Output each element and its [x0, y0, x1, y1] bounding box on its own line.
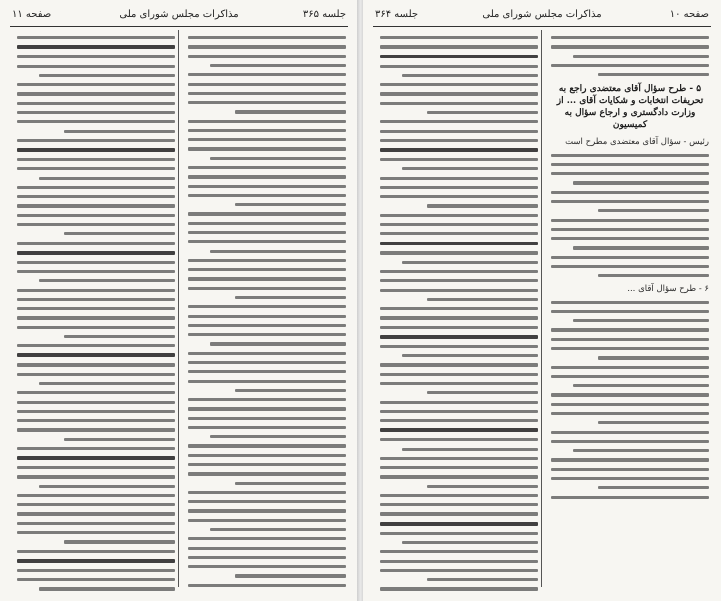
- text-line: [380, 466, 538, 469]
- text-line: [380, 186, 538, 189]
- right-header-title: مذاکرات مجلس شورای ملی: [482, 9, 602, 20]
- text-line: [235, 482, 346, 485]
- text-line: [17, 158, 175, 161]
- text-line: [188, 305, 346, 308]
- text-line: [17, 251, 175, 255]
- text-line: [551, 393, 709, 396]
- text-line: [17, 45, 175, 49]
- text-line: [380, 83, 538, 86]
- text-line: [551, 45, 709, 48]
- text-line: [188, 259, 346, 262]
- text-line: [188, 380, 346, 383]
- text-line: [188, 287, 346, 290]
- text-line: [402, 167, 538, 170]
- text-line: [380, 587, 538, 590]
- text-line: [188, 185, 346, 188]
- text-line: [17, 503, 175, 506]
- text-line: [188, 231, 346, 234]
- text-line: [188, 565, 346, 568]
- text-line: [64, 335, 175, 338]
- text-line: [188, 444, 346, 447]
- text-line: [17, 83, 175, 86]
- text-line: [17, 559, 175, 563]
- text-line: [402, 74, 538, 77]
- text-line: [188, 240, 346, 243]
- text-line: [17, 419, 175, 422]
- text-line: [598, 274, 709, 277]
- text-line: [17, 344, 175, 347]
- right-page-right-column: [551, 30, 709, 591]
- text-line: [551, 412, 709, 415]
- text-line: [188, 120, 346, 123]
- text-line: [551, 191, 709, 194]
- text-line: [551, 36, 709, 39]
- text-line: [551, 219, 709, 222]
- text-line: [39, 279, 175, 282]
- text-line: [235, 574, 346, 577]
- text-line: [17, 65, 175, 68]
- text-line: [380, 120, 538, 123]
- text-line: [188, 166, 346, 169]
- text-line: [188, 73, 346, 76]
- text-line: [380, 457, 538, 460]
- text-line: [17, 242, 175, 245]
- text-line: [380, 512, 538, 515]
- text-line: [17, 307, 175, 310]
- text-line: [17, 167, 175, 170]
- text-line: [380, 335, 538, 339]
- text-line: [17, 550, 175, 553]
- text-line: [188, 509, 346, 512]
- text-line: [427, 485, 538, 488]
- text-line: [573, 246, 709, 249]
- text-line: [188, 407, 346, 410]
- text-line: [17, 569, 175, 572]
- text-line: [188, 92, 346, 95]
- text-line: [380, 522, 538, 526]
- text-line: [551, 172, 709, 175]
- text-line: [380, 214, 538, 217]
- text-line: [17, 326, 175, 329]
- text-line: [188, 36, 346, 39]
- text-line: [210, 64, 346, 67]
- text-line: [551, 228, 709, 231]
- text-line: [188, 472, 346, 475]
- text-line: [17, 391, 175, 394]
- text-line: [380, 232, 538, 235]
- text-line: [380, 36, 538, 39]
- text-line: [17, 353, 175, 357]
- text-line: [402, 354, 538, 357]
- text-line: [188, 268, 346, 271]
- text-line: [380, 65, 538, 68]
- text-line: [188, 194, 346, 197]
- text-line: [380, 158, 538, 161]
- text-line: [188, 463, 346, 466]
- text-line: [17, 316, 175, 319]
- text-line: [17, 214, 175, 217]
- text-line: [188, 83, 346, 86]
- text-line: [380, 139, 538, 142]
- left-column-divider: [178, 30, 179, 587]
- right-column-divider: [541, 30, 542, 587]
- text-line: [380, 475, 538, 478]
- text-line: [17, 102, 175, 105]
- text-line: [598, 486, 709, 489]
- text-line: [39, 74, 175, 77]
- text-line: [551, 328, 709, 331]
- text-line: [17, 223, 175, 226]
- text-line: [551, 265, 709, 268]
- text-line: [380, 373, 538, 376]
- text-line: [64, 438, 175, 441]
- text-line: [17, 111, 175, 114]
- text-line: [64, 540, 175, 543]
- text-line: [402, 448, 538, 451]
- text-line: [17, 148, 175, 152]
- text-line: [64, 130, 175, 133]
- text-line: [551, 237, 709, 240]
- text-line: [17, 512, 175, 515]
- text-line: [188, 315, 346, 318]
- text-line: [380, 223, 538, 226]
- left-page-left-column: [17, 30, 175, 591]
- text-line: [188, 55, 346, 58]
- text-line: [188, 547, 346, 550]
- text-line: [17, 36, 175, 39]
- text-line: [188, 426, 346, 429]
- text-line: [380, 130, 538, 133]
- section-subheading-1: رئیس - سؤال آقای معتضدی مطرح است: [565, 136, 709, 147]
- text-line: [17, 120, 175, 123]
- text-line: [17, 204, 175, 207]
- text-line: [427, 578, 538, 581]
- text-line: [427, 391, 538, 394]
- text-line: [210, 435, 346, 438]
- text-line: [551, 366, 709, 369]
- text-line: [573, 319, 709, 322]
- text-line: [380, 401, 538, 404]
- text-line: [17, 578, 175, 581]
- text-line: [188, 417, 346, 420]
- text-line: [551, 163, 709, 166]
- text-line: [380, 177, 538, 180]
- text-line: [39, 587, 175, 590]
- text-line: [210, 342, 346, 345]
- text-line: [402, 261, 538, 264]
- text-line: [380, 494, 538, 497]
- right-header-session: جلسه ۳۶۴: [375, 9, 419, 20]
- text-line: [551, 64, 709, 67]
- text-line: [380, 45, 538, 48]
- text-line: [551, 347, 709, 350]
- text-line: [17, 139, 175, 142]
- text-line: [17, 466, 175, 469]
- text-line: [188, 212, 346, 215]
- text-line: [17, 92, 175, 95]
- text-line: [17, 55, 175, 58]
- left-page-header: [10, 8, 348, 27]
- text-line: [380, 92, 538, 95]
- text-line: [17, 494, 175, 497]
- text-line: [188, 324, 346, 327]
- text-line: [188, 129, 346, 132]
- text-line: [380, 503, 538, 506]
- text-line: [598, 356, 709, 359]
- text-line: [551, 310, 709, 313]
- text-line: [188, 45, 346, 48]
- text-line: [573, 384, 709, 387]
- section-subheading-2: ۶ - طرح سؤال آقای ...: [627, 283, 709, 294]
- text-line: [188, 556, 346, 559]
- text-line: [235, 389, 346, 392]
- text-line: [188, 584, 346, 587]
- text-line: [17, 531, 175, 534]
- section-heading: ۵ - طرح سؤال آقای معتضدی راجع به تحریفات انتخابات و شکایات آقای ... از وزارت دادگستری و ارجاع سؤال به کمیسیون: [556, 83, 704, 130]
- text-line: [380, 345, 538, 348]
- text-line: [598, 421, 709, 424]
- text-line: [188, 519, 346, 522]
- text-line: [380, 148, 538, 152]
- text-line: [17, 447, 175, 450]
- text-line: [380, 195, 538, 198]
- text-line: [210, 157, 346, 160]
- text-line: [17, 522, 175, 525]
- text-line: [188, 352, 346, 355]
- text-line: [210, 528, 346, 531]
- text-line: [380, 279, 538, 282]
- text-line: [17, 428, 175, 431]
- text-line: [188, 398, 346, 401]
- text-line: [17, 270, 175, 273]
- text-line: [380, 326, 538, 329]
- text-line: [17, 186, 175, 189]
- left-page-right-column: [188, 30, 346, 591]
- text-line: [380, 289, 538, 292]
- text-line: [17, 289, 175, 292]
- text-line: [17, 373, 175, 376]
- text-line: [598, 73, 709, 76]
- text-line: [17, 401, 175, 404]
- text-line: [551, 468, 709, 471]
- text-line: [427, 204, 538, 207]
- right-page: [363, 0, 721, 601]
- text-line: [551, 256, 709, 259]
- text-line: [380, 419, 538, 422]
- left-header-page-number: صفحه ۱۱: [12, 9, 52, 20]
- text-line: [551, 338, 709, 341]
- text-line: [188, 454, 346, 457]
- text-line: [188, 500, 346, 503]
- text-line: [402, 541, 538, 544]
- text-line: [188, 222, 346, 225]
- text-line: [551, 431, 709, 434]
- text-line: [188, 101, 346, 104]
- text-line: [380, 270, 538, 273]
- text-line: [427, 298, 538, 301]
- text-line: [188, 333, 346, 336]
- text-line: [188, 175, 346, 178]
- text-line: [380, 560, 538, 563]
- text-line: [427, 111, 538, 114]
- text-line: [188, 277, 346, 280]
- text-line: [551, 458, 709, 461]
- text-line: [17, 456, 175, 460]
- text-line: [573, 55, 709, 58]
- text-line: [551, 154, 709, 157]
- text-line: [17, 195, 175, 198]
- text-line: [39, 485, 175, 488]
- text-line: [188, 491, 346, 494]
- text-line: [380, 363, 538, 366]
- text-line: [17, 410, 175, 413]
- text-line: [235, 296, 346, 299]
- text-line: [598, 209, 709, 212]
- text-line: [380, 438, 538, 441]
- right-page-left-column: [380, 30, 538, 591]
- text-line: [380, 532, 538, 535]
- text-line: [188, 147, 346, 150]
- text-line: [188, 537, 346, 540]
- text-line: [551, 440, 709, 443]
- text-line: [188, 361, 346, 364]
- text-line: [210, 250, 346, 253]
- text-line: [17, 363, 175, 366]
- text-line: [64, 232, 175, 235]
- text-line: [39, 177, 175, 180]
- text-line: [188, 138, 346, 141]
- left-header-session: جلسه ۳۶۵: [302, 9, 346, 20]
- left-header-title: مذاکرات مجلس شورای ملی: [119, 9, 239, 20]
- text-line: [551, 496, 709, 499]
- text-line: [380, 307, 538, 310]
- text-line: [380, 428, 538, 432]
- text-line: [380, 410, 538, 413]
- right-header-page-number: صفحه ۱۰: [669, 9, 709, 20]
- left-page: [0, 0, 358, 601]
- text-line: [380, 242, 538, 246]
- right-page-header: [373, 8, 711, 27]
- text-line: [188, 370, 346, 373]
- text-line: [551, 375, 709, 378]
- text-line: [380, 251, 538, 254]
- text-line: [380, 55, 538, 59]
- text-line: [551, 301, 709, 304]
- text-line: [17, 475, 175, 478]
- text-line: [380, 569, 538, 572]
- text-line: [235, 203, 346, 206]
- text-line: [380, 550, 538, 553]
- text-line: [551, 477, 709, 480]
- text-line: [235, 110, 346, 113]
- text-line: [380, 102, 538, 105]
- text-line: [39, 382, 175, 385]
- text-line: [380, 316, 538, 319]
- text-line: [573, 449, 709, 452]
- text-line: [551, 200, 709, 203]
- text-line: [551, 403, 709, 406]
- text-line: [17, 261, 175, 264]
- text-line: [380, 382, 538, 385]
- text-line: [17, 298, 175, 301]
- text-line: [573, 181, 709, 184]
